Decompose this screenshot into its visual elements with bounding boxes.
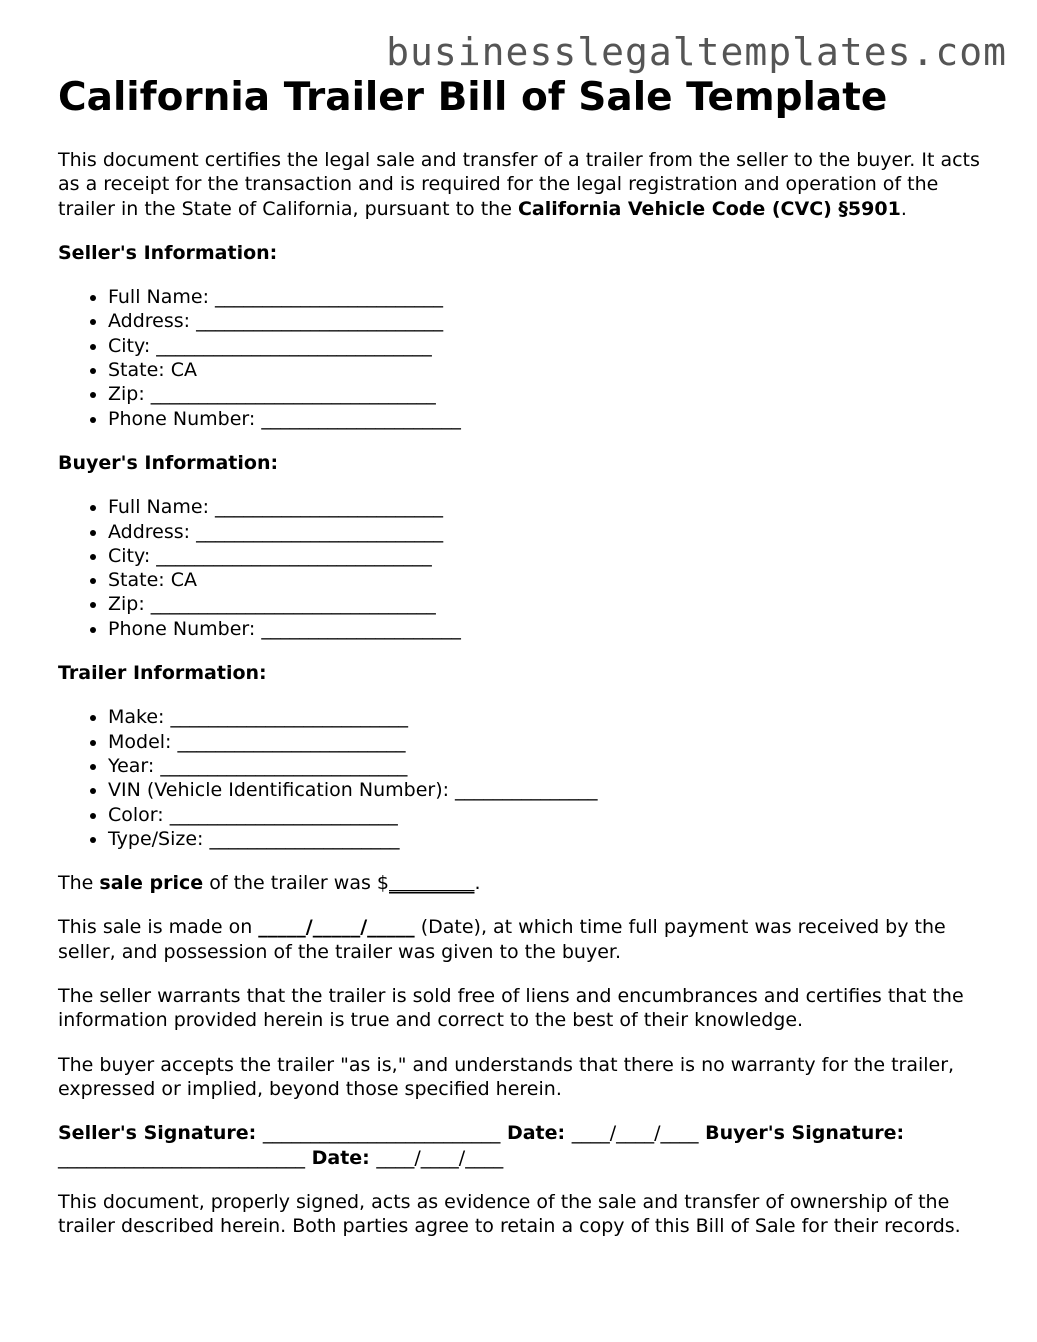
as-is-paragraph: The buyer accepts the trailer "as is," and understands that there is no warranty for the trailer, expressed or implied, beyond those specified herein. <box>58 1053 955 1100</box>
sale-date-suffix: (Date), at which time full payment was received by the seller, and possession of the trailer was given to the buyer. <box>58 916 946 963</box>
buyer-date-line: ____/____/____ <box>376 1146 504 1169</box>
seller-signature-line: _________________________ <box>262 1122 501 1145</box>
buyer-signature-line: __________________________ <box>58 1146 305 1169</box>
seller-signature-label: Seller's Signature: <box>58 1122 263 1145</box>
signatures-block <box>58 1121 988 1170</box>
seller-date-line: ____/____/____ <box>571 1122 699 1145</box>
intro-paragraph <box>58 148 988 221</box>
seller-city: • City: _____________________________ <box>108 334 988 358</box>
price-prefix: The <box>58 872 100 895</box>
warranty-paragraph: The seller warrants that the trailer is sold free of liens and encumbrances and certifies that the information provided herein is true and correct to the best of their knowledge. <box>58 985 964 1032</box>
seller-full-name: • Full Name: ________________________ <box>108 285 988 309</box>
sale-price-paragraph <box>58 871 988 895</box>
buyer-address: • Address: __________________________ <box>108 520 988 544</box>
sale-date-prefix: This sale is made on <box>58 916 259 939</box>
sale-date-paragraph <box>58 915 988 964</box>
trailer-color: • Color: ________________________ <box>108 803 988 827</box>
buyer-state: • State: CA <box>108 568 988 592</box>
buyer-phone: • Phone Number: _____________________ <box>108 617 988 641</box>
trailer-make: • Make: _________________________ <box>108 705 988 729</box>
buyer-signature-label: Buyer's Signature: <box>698 1122 905 1145</box>
buyer-heading: Buyer's Information: <box>58 451 279 474</box>
seller-zip: • Zip: ______________________________ <box>108 382 988 406</box>
price-middle: of the trailer was $ <box>203 872 389 895</box>
seller-fields-list <box>58 285 988 431</box>
price-blank: _________ <box>389 872 475 895</box>
sale-date-blank: _____/_____/_____ <box>258 916 415 939</box>
trailer-heading: Trailer Information: <box>58 662 267 685</box>
buyer-fields-list <box>58 495 988 641</box>
seller-state: • State: CA <box>108 358 988 382</box>
trailer-year: • Year: __________________________ <box>108 754 988 778</box>
buyer-city: • City: _____________________________ <box>108 544 988 568</box>
seller-date-label: Date: <box>500 1122 572 1145</box>
price-suffix: . <box>474 872 481 895</box>
trailer-model: • Model: ________________________ <box>108 730 988 754</box>
closing-paragraph: This document, properly signed, acts as evidence of the sale and transfer of ownership of the trailer described herein. Both parties agree to retain a copy of this Bill of Sale for their records. <box>58 1190 961 1238</box>
buyer-date-label: Date: <box>305 1146 377 1169</box>
site-watermark: businesslegaltemplates.com <box>386 30 1007 74</box>
seller-phone: • Phone Number: _____________________ <box>108 407 988 431</box>
trailer-vin: • VIN (Vehicle Identification Number): _______________ <box>108 778 988 802</box>
buyer-full-name: • Full Name: ________________________ <box>108 495 988 519</box>
document-title: California Trailer Bill of Sale Template <box>58 75 888 120</box>
intro-code-reference: California Vehicle Code (CVC) §5901 <box>517 197 901 220</box>
seller-address: • Address: __________________________ <box>108 309 988 333</box>
trailer-type-size: • Type/Size: ____________________ <box>108 827 988 851</box>
intro-text: This document certifies the legal sale and transfer of a trailer from the seller to the buyer. It acts as a receipt for the transaction and is required for the legal registration and operation of the trailer in the State of California, pursuant to the <box>58 149 980 220</box>
seller-heading: Seller's Information: <box>58 241 278 264</box>
intro-end: . <box>900 197 907 220</box>
price-label: sale price <box>99 872 204 895</box>
trailer-fields-list <box>58 705 988 851</box>
buyer-zip: • Zip: ______________________________ <box>108 592 988 616</box>
document-body <box>58 74 988 1258</box>
